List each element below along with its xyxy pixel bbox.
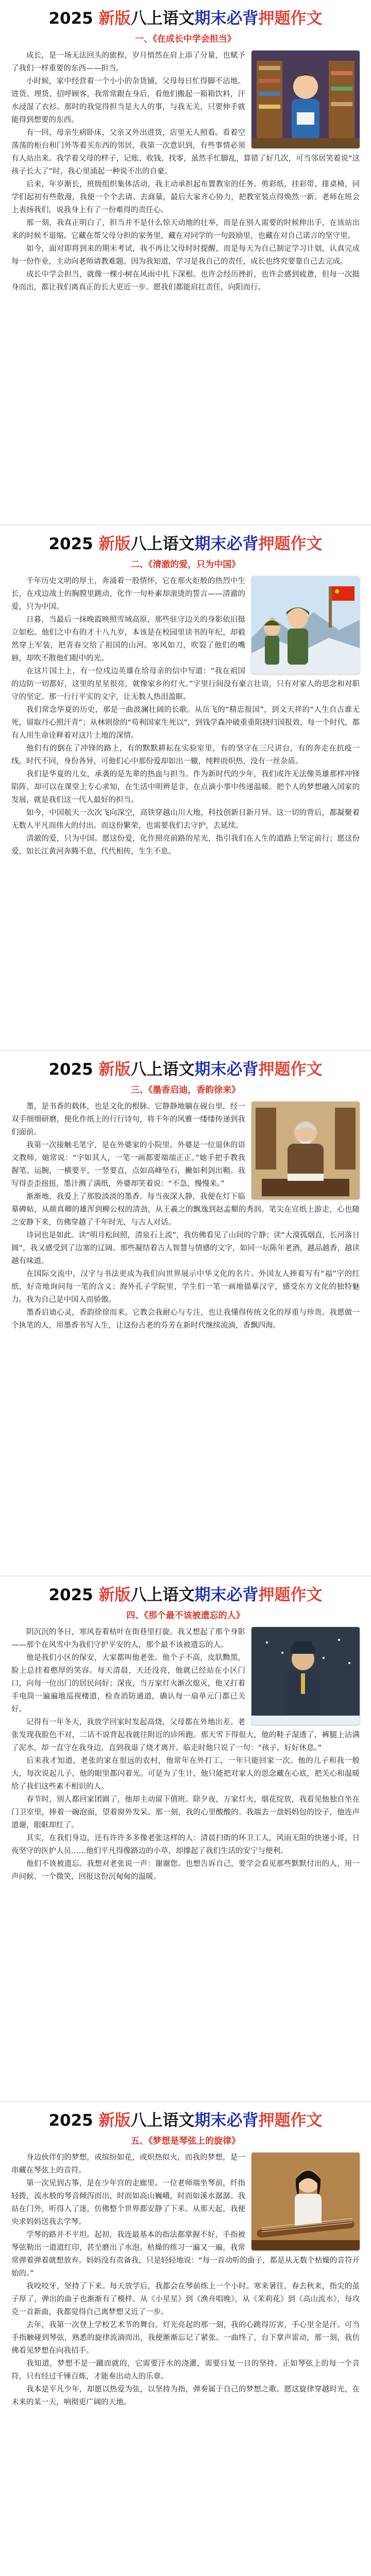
essay-paragraph: 我们是华夏的儿女，承袭的是先辈的热血与担当。作为新时代的少年，我们或许无法像英雄那样冲锋陷阵，却可以在课堂上专心求知，在生活中明辨是非，在点滴小事中传递温暖。把个人的梦想融入国家的发展，就是我们这一代人最好的担当。 [11,770,360,804]
essay-subtitle: 二、《清澈的爱，只为中国》 [130,560,241,570]
title-new: 新版 [98,535,131,553]
essay-paragraph: 那一刻，我真正明白了，担当并不是什么惊天动地的壮举，而是在别人需要的时候伸出手，在该站出来的时候不退缩。它藏在帮父母分担的家务里，藏在对同学的一句鼓励里，也藏在对自己诺言的坚守里。 [11,219,360,240]
essay-paragraph: 我本是平凡少年，却愿以热爱为弦，以坚持为指，弹奏属于自己的梦想之歌。愿这旋律穿越时光，在未来的某一天，响彻更广阔的天地。 [11,2385,360,2406]
title-must: 期末必背 [194,9,259,28]
title-grade: 八上语文 [130,1060,195,1079]
essay-section-3 [0,1051,371,1575]
illustration-image [251,1627,360,1725]
essay-paragraph: 墨香启迪心灵，香韵徐徐而来。它教会我耐心与专注，也让我懂得传统文化的厚重与珍贵。我愿做一个执笔的人，用墨香书写人生，让这份古老的芬芳在新时代继续流淌，香飘四海。 [11,1309,360,1330]
title-must: 期末必背 [194,1586,259,1604]
essay-paragraph: 其实，在我们身边，还有许许多多像老张这样的人：清晨扫街的环卫工人，风雨无阻的快递小哥，日夜坚守的医护人员……他们平凡得像路边的小草，却撑起了我们生活的安宁与便利。 [11,1834,360,1855]
essay-paragraph: 去年，我第一次登上学校艺术节的舞台。灯光亮起的那一刻，我的心跳得厉害，手心里全是汗。可当手指触碰到琴弦，熟悉的旋律流淌而出，我便渐渐忘记了紧张。一曲终了，台下掌声雷动，那一刻，我仿佛看见梦想在向我招手。 [11,2321,360,2355]
essay-paragraph: 日暮，当最后一抹晚霞映照雪域高原，那些驻守边关的身影依旧挺立如松。他们之中有的才十八九岁，本该是在校园里读书的年纪，却毅然穿上军装，把青春交给了祖国的山河。寒风如刀，吹裂了他们的嘴唇，却吹不散他们眼中的光。 [11,616,245,663]
essay-body [11,49,360,294]
essay-paragraph: 后来，年岁渐长，班级组织集体活动，我主动承担起布置教室的任务。剪彩纸、挂彩带、排桌椅，同学们起初有些散漫，我便一个个去请、去商量，最后大家齐心协力，把教室装点得焕然一新。老师在班会上表扬我们，说我身上有了一份难得的责任心。 [11,180,360,214]
essay-paragraph: 第一次见到古筝，是在少年宫的走廊里。一位老师端坐琴前，纤指轻拨，流水般的琴音倾泻而出，时而如高山巍峨，时而如溪水潺潺。我站在门外，听得入了迷，仿佛整个世界都安静了下来。从那天起，我便央求妈妈送我去学琴。 [11,2179,245,2226]
title-grade: 八上语文 [130,535,195,553]
essay-subtitle: 五、《梦想是琴弦上的旋律》 [130,2136,241,2146]
essay-paragraph: 阴沉沉的冬日，寒风卷着枯叶在街巷里打旋。我又想起了那个身影——那个在风雪中为我们守护平安的人，那个最不该被遗忘的人。 [11,1628,245,1649]
essay-paragraph: 身边伙伴们的梦想，或缤纷如花，或炽热似火，而我的梦想，是一串藏在琴弦上的音符。 [11,2154,245,2175]
title-grade: 八上语文 [130,2111,195,2130]
essay-section-2 [0,526,371,1050]
essay-paragraph: 学琴的路并不平坦。起初，我连最基本的指法都掌握不好，手指被琴弦勒出一道道红印，甚至磨出了水泡。枯燥的练习一遍又一遍，我常常弹着弹着就想放弃。妈妈没有责备我，只是轻轻地说：“每一首动听的曲子，都是从无数个枯燥的音符开始的。” [11,2231,360,2278]
essay-section-4 [0,1577,371,2101]
title-essay: 押题作文 [258,535,323,553]
essay-paragraph: 我知道，梦想不是一蹴而就的，它需要汗水的浇灌，需要日复一日的坚持。正如琴弦上的每一个音符，只有经过千锤百炼，才能奏出动人的乐章。 [11,2360,360,2381]
illustration-image [251,50,360,148]
essay-body [11,2151,360,2409]
document-title [11,533,360,555]
essay-paragraph: 记得有一年冬天，我放学回家时发起高烧，父母都在外地出差。老张发现我脸色不对，二话不说背起我就往附近的诊所跑。那天雪下得很大，他的鞋子湿透了，裤腿上沾满了泥水，却一直守在我身边，直到我退了烧才离开。临走时他只说了一句：“孩子，好好休息。” [11,1718,360,1752]
illustration-image [251,1101,360,1199]
essay-paragraph: 渐渐地，我爱上了那股淡淡的墨香。每当夜深人静，我便在灯下临摹碑帖，从颜真卿的雄浑到柳公权的清劲，从王羲之的飘逸到赵孟頫的秀润。笔尖在宣纸上游走，心也随之安静下来，仿佛穿越了千年时光，与古人对话。 [11,1193,360,1227]
title-must: 期末必背 [194,2111,259,2130]
title-year: 2025 [48,535,93,553]
title-must: 期末必背 [194,1060,259,1079]
essay-paragraph: 我们常念华夏的历史，那是一曲波澜壮阔的长歌。从岳飞的“精忠报国”，到文天祥的“人生自古谁无死，留取丹心照汗青”；从林则徐的“苟利国家生死以”，到钱学森冲破重重阻挠归国报效，每一个时代，都有人用生命诠释着对这片土地的深情。 [11,706,360,740]
essay-subtitle: 一、《在成长中学会担当》 [135,34,236,44]
essay-paragraph: 千年历史文明的厚土，奔涌着一股情怀，它在那火炬般的热烈中生长，在戍边战士的胸膛里跳动，化作一句朴素却滚烫的誓言——清澈的爱，只为中国。 [11,577,245,611]
essay-section-5 [0,2102,371,2576]
title-must: 期末必背 [194,535,259,553]
title-essay: 押题作文 [258,1060,323,1079]
title-essay: 押题作文 [258,2111,323,2130]
title-new: 新版 [98,1060,131,1079]
essay-paragraph: 在国际交流中，汉字与书法更成为我们向世界展示中华文化的名片。外国友人捧着写有“福”字的红纸，好奇地询问每一笔的含义；海外孔子学院里，学生们一笔一画地描摹汉字，感受东方文化的独特魅力。我为自己是中国人而骄傲。 [11,1270,360,1304]
essay-paragraph: 他是我们小区的保安，大家都叫他老张。他个子不高，皮肤黝黑，脸上总挂着憨厚的笑容。每天清晨，天还没亮，他就已经站在小区门口，向每一位出门的居民问好；深夜，当万家灯火渐次熄灭，他又打着手电筒一遍遍地巡视楼道，检查消防通道，确认每一扇单元门都已关好。 [11,1654,245,1714]
document-title [11,1584,360,1606]
illustration-image [251,576,360,674]
title-year: 2025 [48,9,93,28]
title-year: 2025 [48,1060,93,1079]
essay-paragraph: 我第一次接触毛笔字，是在外婆家的小院里。外婆是一位退休的语文教师，她常说：“字如其人，一笔一画都要端端正正。”她手把手教我握笔、运腕，一横要平，一竖要直，点如高峰坠石，撇如利剑出鞘。我写得歪歪扭扭，墨汁溅了满纸，外婆却笑着说：“不急，慢慢来。” [11,1141,245,1188]
essay-subtitle: 三、《墨香启迪，香韵徐来》 [130,1085,241,1095]
essay-paragraph: 他们有的倒在了冲锋的路上，有的默默耕耘在实验室里，有的坚守在三尺讲台，有的奔走在抗疫一线。时代不同，身份各异，可他们心中那份爱却如出一辙，纯粹而炽热，没有一丝杂质。 [11,744,360,766]
essay-paragraph: 清澈的爱，只为中国。愿这份爱，化作照亮前路的星光，指引我们在人生的道路上坚定前行；愿这份爱，如长江黄河奔腾不息，代代相传，生生不息。 [11,835,360,856]
essay-paragraph: 如今，面对即将到来的期末考试，我不再让父母时时提醒，而是每天为自己制定学习计划，认真完成每一份作业，主动向老师请教难题。因为我知道，学习是我自己的责任，成长也终究要靠自己去完成。 [11,245,360,266]
title-year: 2025 [48,1586,93,1604]
essay-body [11,575,360,858]
essay-paragraph: 诗词也是如此。读“明月松间照，清泉石上流”，我仿佛看见了山间的宁静；读“大漠孤烟直，长河落日圆”，我又感受到了边塞的辽阔。那些凝结着古人智慧与情感的文字，如同一坛陈年老酒，越品越香，越读越有味道。 [11,1231,360,1265]
essay-paragraph: 小时候，家中经营着一个小小的杂货铺，父母每日忙得脚不沾地。进货、理货、招呼顾客，我常常跟在身后，看他们搬起一箱箱饮料，汗水浸湿了衣衫。那时的我觉得担当是大人的事，与我无关，只要伸手就能得到想要的东西。 [11,77,245,124]
illustration-image [251,2153,360,2250]
title-new: 新版 [98,2111,131,2130]
document-title [11,1058,360,1081]
essay-paragraph: 在这片国土上，有一位戍边英雄在给母亲的信中写道：“我在祖国的边防一切都好，这里的星星很亮，就像家乡的灯火。”字里行间没有豪言壮语，只有对家人的思念和对职守的坚定。那一行行平实的文字，让无数人热泪盈眶。 [11,667,360,701]
title-grade: 八上语文 [130,1586,195,1604]
document-title [11,7,360,30]
essay-paragraph: 我咬咬牙，坚持了下来。每天放学后，我都会在琴前练上一个小时。寒来暑往，春去秋来，指尖的茧子厚了，弹出的曲子也渐渐有了模样。从《小星星》到《渔舟唱晚》，从《茉莉花》到《高山流水》，每攻克一首新曲，我都觉得自己离梦想又近了一步。 [11,2282,360,2316]
title-new: 新版 [98,9,131,28]
title-essay: 押题作文 [258,1586,323,1604]
essay-paragraph: 他们不该被遗忘。我想对老张说一声：谢谢您。也想告诉自己，要学会看见那些默默付出的人，用一声问候、一个微笑，回报这份沉甸甸的温暖。 [11,1860,360,1881]
title-grade: 八上语文 [130,9,195,28]
essay-paragraph: 有一回，母亲生病卧床，父亲又外出进货，店里无人照看。看着空荡荡的柜台和门外等着买东西的邻居，我第一次意识到，有些事情必须有人站出来。我学着父母的样子，记账、收钱、找零，虽然手忙脚乱，算错了好几次，可当邻居笑着说“这孩子长大了”时，我心里涌起一种说不出的自豪。 [11,129,360,176]
essay-paragraph: 后来我才知道，老张的家在很远的农村，他常年在外打工，一年只能回家一次。他的儿子和我一般大，每次说起儿子，他的眼里都闪着光。可是为了生计，他只能把对家人的思念藏在心底，把关心和温暖给了我们这些素不相识的人。 [11,1757,360,1791]
essay-paragraph: 如今，中国航天一次次飞向深空，高铁穿越山川大地，科技创新日新月异。这一切的背后，都凝聚着无数人平凡而伟大的付出。而这份繁荣，也需要我们去守护，去延续。 [11,809,360,830]
document-title [11,2109,360,2132]
essay-paragraph: 成长中学会担当，就像一棵小树在风雨中扎下深根。也许会经历挫折，也许会感到疲惫，但每一次挺身而出，都让我们离真正的长大更近一步。愿我们都能肩扛责任，向阳而行。 [11,270,360,292]
essay-body [11,1626,360,1884]
title-year: 2025 [48,2111,93,2130]
title-essay: 押题作文 [258,9,323,28]
title-new: 新版 [98,1586,131,1604]
essay-body [11,1100,360,1332]
essay-paragraph: 成长，是一场无法回头的旅程，岁月悄然在肩上添了分量，也赋予了我们一样重要的东西——担当。 [11,52,245,73]
essay-subtitle: 四、《那个最不该被遗忘的人》 [126,1611,245,1621]
essay-section-1 [0,0,371,524]
essay-paragraph: 春节时，别人都回家团圆了，他却主动留下值班。除夕夜，万家灯火，烟花绽放，我看见他独自坐在门卫室里，捧着一碗泡面，望着窗外发呆。那一刻，我的心里酸酸的。我端去一盘妈妈包的饺子，他连声道谢，眼眶却红了。 [11,1795,360,1829]
essay-paragraph: 墨，是书香的载体，也是文化的根脉。它静静地躺在砚台里，经一双手细细研磨，便化作纸上的行行诗句，将千年的风雅一缕缕传递到我们面前。 [11,1103,245,1137]
